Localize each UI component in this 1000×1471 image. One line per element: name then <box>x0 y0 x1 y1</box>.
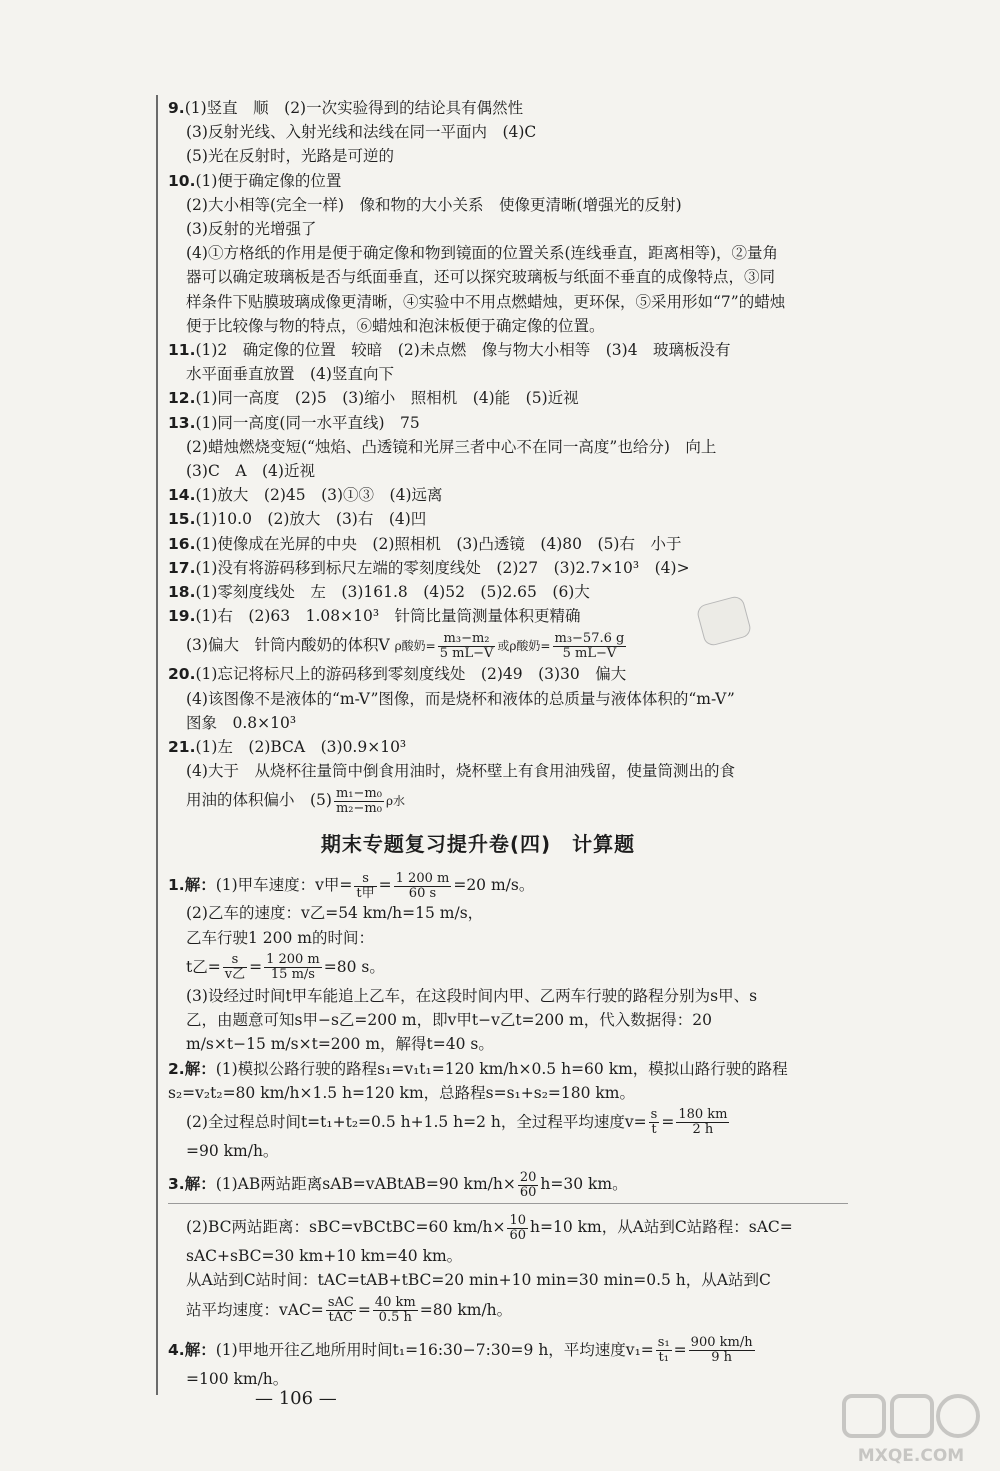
watermark-text: MXQE.COM <box>857 1446 965 1466</box>
answer-item <box>168 338 788 386</box>
answer-item <box>168 169 788 338</box>
answer-number: 10. <box>168 171 196 190</box>
calc-q1-solve: 解： <box>184 875 216 895</box>
answer-text: (1)右 (2)63 1.08×10³ 针筒比量筒测量体积更精确 <box>195 607 581 626</box>
q21-tail-lead: 用油的体积偏小 (5) <box>186 791 332 810</box>
q21-tail-line <box>168 783 788 817</box>
answer-number: 13. <box>168 413 196 432</box>
q19-fraction-2: $\frac{\text{m₃−57.6 g}}{5 mL-V}$ <box>554 630 625 661</box>
answer-number: 19. <box>168 607 196 626</box>
q19-fraction-1: $\frac{\text{m₃−m₂}}{5 mL-V}$ <box>439 630 494 661</box>
scan-divider <box>168 1203 848 1204</box>
answer-text: (3)C A (4)近视 <box>186 462 315 481</box>
answer-list-1 <box>168 96 788 628</box>
answer-text: (2)大小相等(完全一样) 像和物的大小关系 使像更清晰(增强光的反射) <box>186 195 682 214</box>
answer-text: (1)同一高度(同一水平直线) 75 <box>195 413 420 432</box>
answer-text: (2)蜡烛燃烧变短(“烛焰、凸透镜和光屏三者中心不在同一高度”也给分) 向上 <box>186 437 717 456</box>
calc-q2-part2: (2)全过程总时间t=t₁+t₂=0.5 h+1.5 h=2 h，全过程平均速度v= $\frac{s}{t}$ = $\frac{180 km}{2 h}$ <box>186 1107 728 1138</box>
margin-rule <box>156 95 158 1395</box>
answer-text: 水平面垂直放置 (4)竖直向下 <box>186 365 394 384</box>
q19-rho: ρ酸奶= <box>394 639 436 654</box>
answer-text: (1)放大 (2)45 (3)①③ (4)远离 <box>195 486 443 505</box>
answer-item <box>168 662 788 735</box>
answer-item <box>168 507 788 531</box>
answer-text: (1)2 确定像的位置 较暗 (2)未点燃 像与物大小相等 (3)4 玻璃板没有 <box>195 341 731 360</box>
calc-q1-part2: (2)乙车的速度：v乙=54 km/h=15 m/s， <box>186 904 484 923</box>
answer-text: (1)使像成在光屏的中央 (2)照相机 (3)凸透镜 (4)80 (5)右 小于 <box>195 534 682 553</box>
answer-item <box>168 96 788 169</box>
answer-number: 18. <box>168 583 196 602</box>
answer-number: 14. <box>168 486 196 505</box>
watermark-logo-icon <box>836 1390 986 1446</box>
calc-q3-part2-d: 站平均速度：vAC= $\frac{\text{sAC}}{\text{tAC}}$ = $\frac{40 km}{0.5 h}$ =80 km/h。 <box>186 1295 513 1326</box>
q19-formula-line <box>168 628 788 662</box>
calc-q3-part2-b: sAC+sBC=30 km+10 km=40 km。 <box>186 1247 463 1266</box>
calc-q1-number: 1. <box>168 876 185 895</box>
calc-q4: 4.解：(1)甲地开往乙地所用时间t₁=16:30−7:30=9 h，平均速度v₁= $\frac{\text{s₁}}{\text{t₁}}$ = $\frac{900 km/h}{9 h}$ =100 km/h。 <box>168 1333 788 1391</box>
answer-list-2 <box>168 662 788 783</box>
answer-item <box>168 735 788 783</box>
answer-item <box>168 580 788 604</box>
calc-q3-solve: 解： <box>184 1174 216 1194</box>
answer-item <box>168 604 788 628</box>
answer-number: 20. <box>168 665 196 684</box>
calc-q1: 1.解：(1)甲车速度：v甲= $\frac{s}{\text{t甲}}$ = $\frac{1 200 m}{60 s}$ =20 m/s。 (2)乙车的速度：v乙=54 km/h=15 m/s， 乙车行驶1 200 m的时间： t乙= $\frac{s}{\text{v乙}}$ = $\frac{1 200 m}{15 m/s}$ =80 s。 (3)设经过时间t甲车能追上乙车，在这段时间内甲、乙两车行驶的路程分别为s甲、s乙，由题意可知s甲−s乙=200 m，即v甲t−v乙t=200 m，代入数据得：20 m/s×t−15 m/s×t=200 m，解得t=40 s。 <box>168 869 788 1056</box>
answer-item <box>168 556 788 580</box>
q21-fraction: $\frac{\text{m₁−m₀}}{\text{m₂−m₀}}$ <box>335 785 382 816</box>
watermark <box>836 1390 986 1466</box>
answer-item <box>168 411 788 484</box>
answer-number: 16. <box>168 534 196 553</box>
answer-number: 21. <box>168 738 196 757</box>
answer-text: (4)该图像不是液体的“m-V”图像，而是烧杯和液体的总质量与液体体积的“m-V” <box>186 689 735 708</box>
answer-number: 15. <box>168 510 196 529</box>
section-title: 期末专题复习提升卷(四) 计算题 <box>320 832 636 857</box>
calc-q3-part2-c: 从A站到C站时间：tAC=tAB+tBC=20 min+10 min=30 min=0.5 h，从A站到C <box>186 1271 771 1290</box>
answer-text: (1)左 (2)BCA (3)0.9×10³ <box>195 738 407 757</box>
answer-text: (5)光在反射时，光路是可逆的 <box>186 147 394 166</box>
answer-number: 17. <box>168 558 196 577</box>
answer-number: 9. <box>168 99 185 117</box>
calc-q4-number: 4. <box>168 1340 185 1359</box>
calc-q2-result: =90 km/h。 <box>186 1141 279 1160</box>
answer-text: (1)同一高度 (2)5 (3)缩小 照相机 (4)能 (5)近视 <box>195 389 579 408</box>
calc-q2-number: 2. <box>168 1059 185 1078</box>
answer-item <box>168 386 788 410</box>
answer-item <box>168 483 788 507</box>
answer-item <box>168 532 788 556</box>
answer-number: 12. <box>168 389 196 408</box>
answer-text: (1)10.0 (2)放大 (3)右 (4)凹 <box>195 510 427 529</box>
answer-text: (1)零刻度线处 左 (3)161.8 (4)52 (5)2.65 (6)大 <box>195 583 590 602</box>
q19-lead: (3)偏大 针筒内酸奶的体积V <box>186 636 390 655</box>
page-number: — 106 — <box>255 1388 337 1409</box>
answer-text: 图象 0.8×10³ <box>186 713 297 732</box>
answer-text: (4)大于 从烧杯往量筒中倒食用油时，烧杯壁上有食用油残留，使量筒测出的食 <box>186 762 735 781</box>
calc-q1-part2-c: t乙= $\frac{s}{\text{v乙}}$ = $\frac{1 200 m}{15 m/s}$ =80 s。 <box>186 952 385 983</box>
calc-q2-solve: 解： <box>184 1058 216 1078</box>
answer-text: (1)忘记将标尺上的游码移到零刻度线处 (2)49 (3)30 偏大 <box>195 665 627 684</box>
answer-text: (1)便于确定像的位置 <box>195 171 342 190</box>
answer-text: (1)竖直 顺 (2)一次实验得到的结论具有偶然性 <box>184 99 524 117</box>
answer-content <box>168 96 793 1391</box>
calc-q2-part1: (1)模拟公路行驶的路程s₁=v₁t₁=120 km/h×0.5 h=60 km，模拟山路行驶的路程s₂=v₂t₂=80 km/h×1.5 h=120 km，总路程s=s₁+s₂=180 km。 <box>168 1059 788 1102</box>
q19-or: 或ρ酸奶= <box>497 639 551 654</box>
calc-q3-part2: (2)BC两站距离：sBC=vBCtBC=60 km/h× $\frac{10}{60}$ h=10 km，从A站到C站路程：sAC= <box>186 1212 793 1243</box>
q21-rho: ρ水 <box>385 794 406 809</box>
calc-q4-solve: 解： <box>184 1339 216 1359</box>
answer-text: (1)没有将游码移到标尺左端的零刻度线处 (2)27 (3)2.7×10³ (4)> <box>195 558 690 577</box>
calc-q3-number: 3. <box>168 1175 185 1194</box>
answer-text: (3)反射的光增强了 <box>186 220 317 239</box>
calc-q1-part3: (3)设经过时间t甲车能追上乙车，在这段时间内甲、乙两车行驶的路程分别为s甲、s乙，由题意可知s甲−s乙=200 m，即v甲t−v乙t=200 m，代入数据得：20 m/s×t−15 m/s×t=200 m，解得t=40 s。 <box>186 986 758 1054</box>
calc-q2 <box>168 1057 788 1164</box>
answer-number: 11. <box>168 341 196 360</box>
calc-q3: 3.解：(1)AB两站距离sAB=vABtAB=90 km/h× $\frac{20}{60}$ h=30 km。 (2)BC两站距离：sBC=vBCtBC=60 km/h× $\frac{10}{60}$ h=10 km，从A站到C站路程：sAC= sAC+sBC=30 km+10 km=40 km。 从A站到C站时间：tAC=tAB+tBC=20 min+10 min=30 min=0.5 h，从A站到C 站平均速度：vAC= $\frac{\text{sAC}}{\text{tAC}}$ = $\frac{40 km}{0.5 h}$ =80 km/h。 <box>168 1167 788 1326</box>
answer-text: (3)反射光线、入射光线和法线在同一平面内 (4)C <box>186 123 537 142</box>
calc-q1-part2-b: 乙车行驶1 200 m的时间： <box>186 928 374 947</box>
answer-text: (4)①方格纸的作用是便于确定像和物到镜面的位置关系(连线垂直，距离相等)，②量角器可以确定玻璃板是否与纸面垂直，还可以探究玻璃板与纸面不垂直的成像特点，③同样条件下贴膜玻璃成像更清晰，④实验中不用点燃蜡烛，更环保，⑤采用形如“7”的蜡烛便于比较像与物的特点，⑥蜡烛和泡沫板便于确定像的位置。 <box>186 244 786 335</box>
calc-q4-result: =100 km/h。 <box>186 1369 289 1388</box>
